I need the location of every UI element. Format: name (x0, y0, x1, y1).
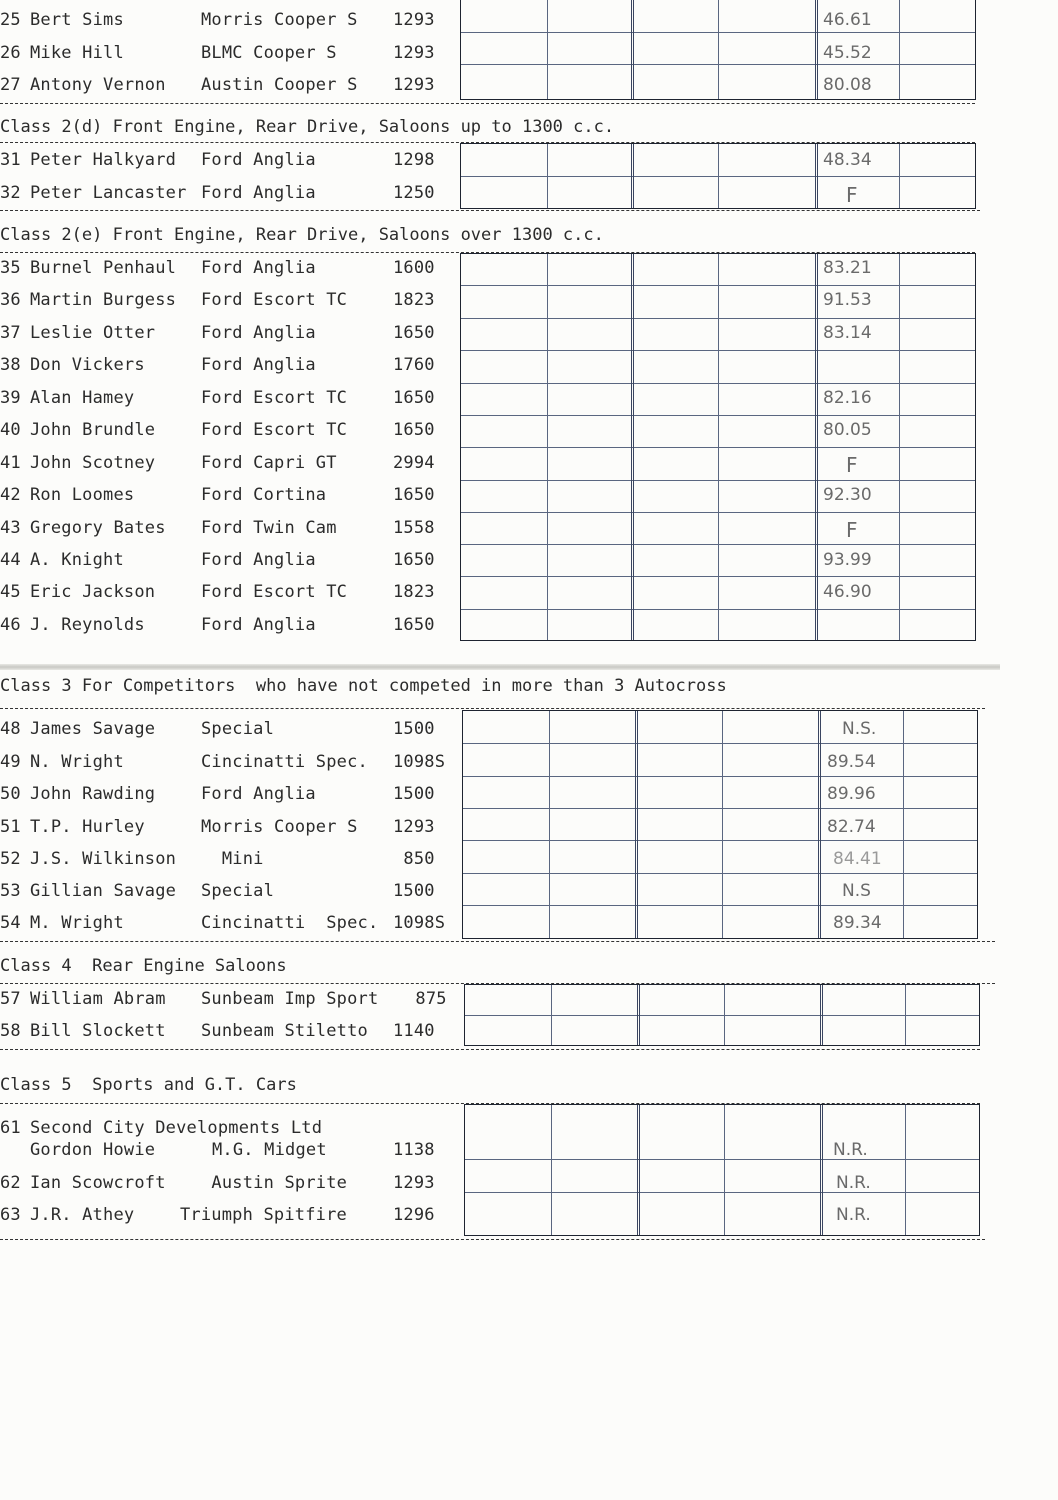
entry-row (0, 842, 1058, 874)
entry-row (0, 982, 1058, 1014)
driver-name: J.S. Wilkinson (30, 849, 177, 869)
car-model: Ford Anglia (201, 615, 316, 635)
car-number: 46 (0, 615, 21, 635)
car-model: Ford Anglia (201, 784, 316, 804)
handwritten-time: 91.53 (823, 290, 872, 310)
entry-row (0, 511, 1058, 543)
engine-cc: 1250 (393, 183, 435, 203)
driver-name: John Brundle (30, 420, 156, 440)
handwritten-time: 83.21 (823, 258, 872, 278)
entry-row (0, 1014, 1058, 1046)
car-model: Mini (201, 849, 264, 869)
car-number: 32 (0, 183, 21, 203)
entry-row (0, 348, 1058, 380)
engine-cc: 1293 (393, 43, 435, 63)
entry-row (0, 283, 1058, 315)
entry-row (0, 745, 1058, 777)
car-model: Special (201, 719, 275, 739)
driver-name: John Scotney (30, 453, 156, 473)
entry-row (0, 36, 1058, 68)
car-model: Morris Cooper S (201, 817, 358, 837)
engine-cc: 1293 (393, 1173, 435, 1193)
car-model: Triumph Spitfire (180, 1205, 347, 1225)
handwritten-time: N.R. (836, 1173, 871, 1193)
class-heading: Class 2(e) Front Engine, Rear Drive, Saloons over 1300 c.c. (0, 225, 604, 245)
car-model: Ford Anglia (201, 258, 316, 278)
handwritten-time: N.R. (836, 1205, 871, 1225)
engine-cc: 1293 (393, 817, 435, 837)
divider (0, 210, 980, 211)
handwritten-time: F (846, 453, 858, 477)
driver-name: Bill Slockett (30, 1021, 166, 1041)
handwritten-time: 93.99 (823, 550, 872, 570)
driver-name: Burnel Penhaul (30, 258, 177, 278)
car-model: M.G. Midget (212, 1140, 327, 1160)
car-number: 58 (0, 1021, 21, 1041)
car-number: 57 (0, 989, 21, 1009)
driver-name: M. Wright (30, 913, 124, 933)
class-heading: Class 3 For Competitors who have not competed in more than 3 Autocross (0, 676, 727, 696)
handwritten-time: N.S. (842, 719, 877, 739)
entry-row (0, 777, 1058, 809)
engine-cc: 1558 (393, 518, 435, 538)
engine-cc: 1298 (393, 150, 435, 170)
engine-cc: 1296 (393, 1205, 435, 1225)
driver-name: Alan Hamey (30, 388, 135, 408)
driver-name: Leslie Otter (30, 323, 156, 343)
car-model: Sunbeam Stiletto (201, 1021, 368, 1041)
driver-name: Ron Loomes (30, 485, 135, 505)
car-model: Sunbeam Imp Sport (201, 989, 379, 1009)
car-model: Austin Sprite (201, 1173, 348, 1193)
driver-name: James Savage (30, 719, 156, 739)
car-model: Ford Twin Cam (201, 518, 337, 538)
engine-cc: 1140 (393, 1021, 435, 1041)
handwritten-time: F (846, 183, 858, 207)
engine-cc: 1823 (393, 582, 435, 602)
divider (0, 1049, 980, 1050)
divider (0, 941, 995, 942)
driver-name: John Rawding (30, 784, 156, 804)
handwritten-time: 92.30 (823, 485, 872, 505)
handwritten-time: 89.34 (833, 913, 882, 933)
driver-name: Antony Vernon (30, 75, 166, 95)
entry-row (0, 143, 1058, 175)
handwritten-time: 89.96 (827, 784, 876, 804)
car-model: Ford Capri GT (201, 453, 337, 473)
car-number: 44 (0, 550, 21, 570)
driver-name: Gregory Bates (30, 518, 166, 538)
car-number: 37 (0, 323, 21, 343)
car-number: 39 (0, 388, 21, 408)
car-number: 50 (0, 784, 21, 804)
divider (0, 103, 975, 104)
handwritten-time: N.S (842, 881, 871, 901)
car-number: 61 (0, 1118, 21, 1138)
driver-name: A. Knight (30, 550, 124, 570)
engine-cc: 1500 (393, 784, 435, 804)
car-number: 53 (0, 881, 21, 901)
handwritten-time: 82.16 (823, 388, 872, 408)
engine-cc: 2994 (393, 453, 435, 473)
driver-name: Don Vickers (30, 355, 145, 375)
engine-cc: 1293 (393, 75, 435, 95)
car-number: 27 (0, 75, 21, 95)
engine-cc: 1650 (393, 420, 435, 440)
car-model: Cincinatti Spec. (201, 913, 379, 933)
handwritten-time: 83.14 (823, 323, 872, 343)
engine-cc: 875 (405, 989, 447, 1009)
page-fold (0, 664, 1000, 670)
driver-name: Second City Developments Ltd (30, 1118, 323, 1138)
car-model: Ford Cortina (201, 485, 327, 505)
handwritten-time: 82.74 (827, 817, 876, 837)
engine-cc: 1650 (393, 323, 435, 343)
engine-cc: 1650 (393, 550, 435, 570)
entry-row (0, 608, 1058, 640)
class-heading: Class 2(d) Front Engine, Rear Drive, Saloons up to 1300 c.c. (0, 117, 615, 137)
engine-cc: 1098S (393, 913, 446, 933)
entry-row (0, 575, 1058, 607)
handwritten-time: 45.52 (823, 43, 872, 63)
car-number: 63 (0, 1205, 21, 1225)
entry-row (0, 543, 1058, 575)
handwritten-time: 89.54 (827, 752, 876, 772)
entry-row (0, 1198, 1058, 1230)
car-number: 54 (0, 913, 21, 933)
engine-cc: 1600 (393, 258, 435, 278)
car-model: Special (201, 881, 275, 901)
engine-cc: 1760 (393, 355, 435, 375)
car-model: Ford Anglia (201, 183, 316, 203)
entry-row (0, 413, 1058, 445)
driver-name: William Abram (30, 989, 166, 1009)
car-number: 49 (0, 752, 21, 772)
entry-row (0, 68, 1058, 100)
engine-cc: 1650 (393, 388, 435, 408)
entry-row (0, 446, 1058, 478)
class-heading: Class 5 Sports and G.T. Cars (0, 1075, 297, 1095)
engine-cc: 850 (393, 849, 435, 869)
entry-row (0, 874, 1058, 906)
entry-row (0, 906, 1058, 938)
entry-row (0, 381, 1058, 413)
driver-name: Martin Burgess (30, 290, 177, 310)
engine-cc: 1293 (393, 10, 435, 30)
car-number: 41 (0, 453, 21, 473)
driver-name: Peter Lancaster (30, 183, 187, 203)
handwritten-time: 46.90 (823, 582, 872, 602)
entry-row (0, 810, 1058, 842)
car-number: 38 (0, 355, 21, 375)
handwritten-time: N.R. (833, 1140, 868, 1160)
divider (0, 1239, 985, 1240)
car-number: 62 (0, 1173, 21, 1193)
entry-row (0, 712, 1058, 744)
entry-row (0, 176, 1058, 208)
handwritten-time: 80.05 (823, 420, 872, 440)
entry-row (0, 478, 1058, 510)
car-number: 26 (0, 43, 21, 63)
car-model: Cincinatti Spec. (201, 752, 368, 772)
driver-name: Ian Scowcroft (30, 1173, 166, 1193)
class-heading: Class 4 Rear Engine Saloons (0, 956, 287, 976)
car-number: 51 (0, 817, 21, 837)
car-number: 52 (0, 849, 21, 869)
entry-row (0, 316, 1058, 348)
car-number: 35 (0, 258, 21, 278)
car-model: Morris Cooper S (201, 10, 358, 30)
car-model: BLMC Cooper S (201, 43, 337, 63)
driver-name: Gordon Howie (30, 1140, 156, 1160)
driver-name: N. Wright (30, 752, 124, 772)
handwritten-time: F (846, 518, 858, 542)
car-number: 40 (0, 420, 21, 440)
car-number: 25 (0, 10, 21, 30)
driver-name: Mike Hill (30, 43, 124, 63)
handwritten-time: 80.08 (823, 75, 872, 95)
engine-cc: 1500 (393, 881, 435, 901)
driver-name: Gillian Savage (30, 881, 177, 901)
engine-cc: 1138 (393, 1140, 435, 1160)
engine-cc: 1650 (393, 485, 435, 505)
driver-name: T.P. Hurley (30, 817, 145, 837)
entry-row (0, 251, 1058, 283)
car-model: Ford Escort TC (201, 582, 348, 602)
entry-row (0, 1166, 1058, 1198)
car-model: Ford Anglia (201, 150, 316, 170)
car-number: 48 (0, 719, 21, 739)
engine-cc: 1098S (393, 752, 446, 772)
car-model: Ford Anglia (201, 355, 316, 375)
car-model: Ford Anglia (201, 550, 316, 570)
car-model: Ford Escort TC (201, 388, 348, 408)
engine-cc: 1650 (393, 615, 435, 635)
entry-row (0, 1133, 1058, 1165)
driver-name: J. Reynolds (30, 615, 145, 635)
entry-row (0, 3, 1058, 35)
car-number: 42 (0, 485, 21, 505)
divider (0, 708, 985, 709)
engine-cc: 1823 (393, 290, 435, 310)
car-number: 43 (0, 518, 21, 538)
handwritten-time: 84.41 (833, 849, 882, 869)
driver-name: Eric Jackson (30, 582, 156, 602)
car-number: 31 (0, 150, 21, 170)
car-number: 45 (0, 582, 21, 602)
engine-cc: 1500 (393, 719, 435, 739)
car-number: 36 (0, 290, 21, 310)
car-model: Ford Escort TC (201, 420, 348, 440)
driver-name: J.R. Athey (30, 1205, 135, 1225)
driver-name: Bert Sims (30, 10, 124, 30)
car-model: Austin Cooper S (201, 75, 358, 95)
driver-name: Peter Halkyard (30, 150, 177, 170)
handwritten-time: 46.61 (823, 10, 872, 30)
car-model: Ford Anglia (201, 323, 316, 343)
car-model: Ford Escort TC (201, 290, 348, 310)
handwritten-time: 48.34 (823, 150, 872, 170)
